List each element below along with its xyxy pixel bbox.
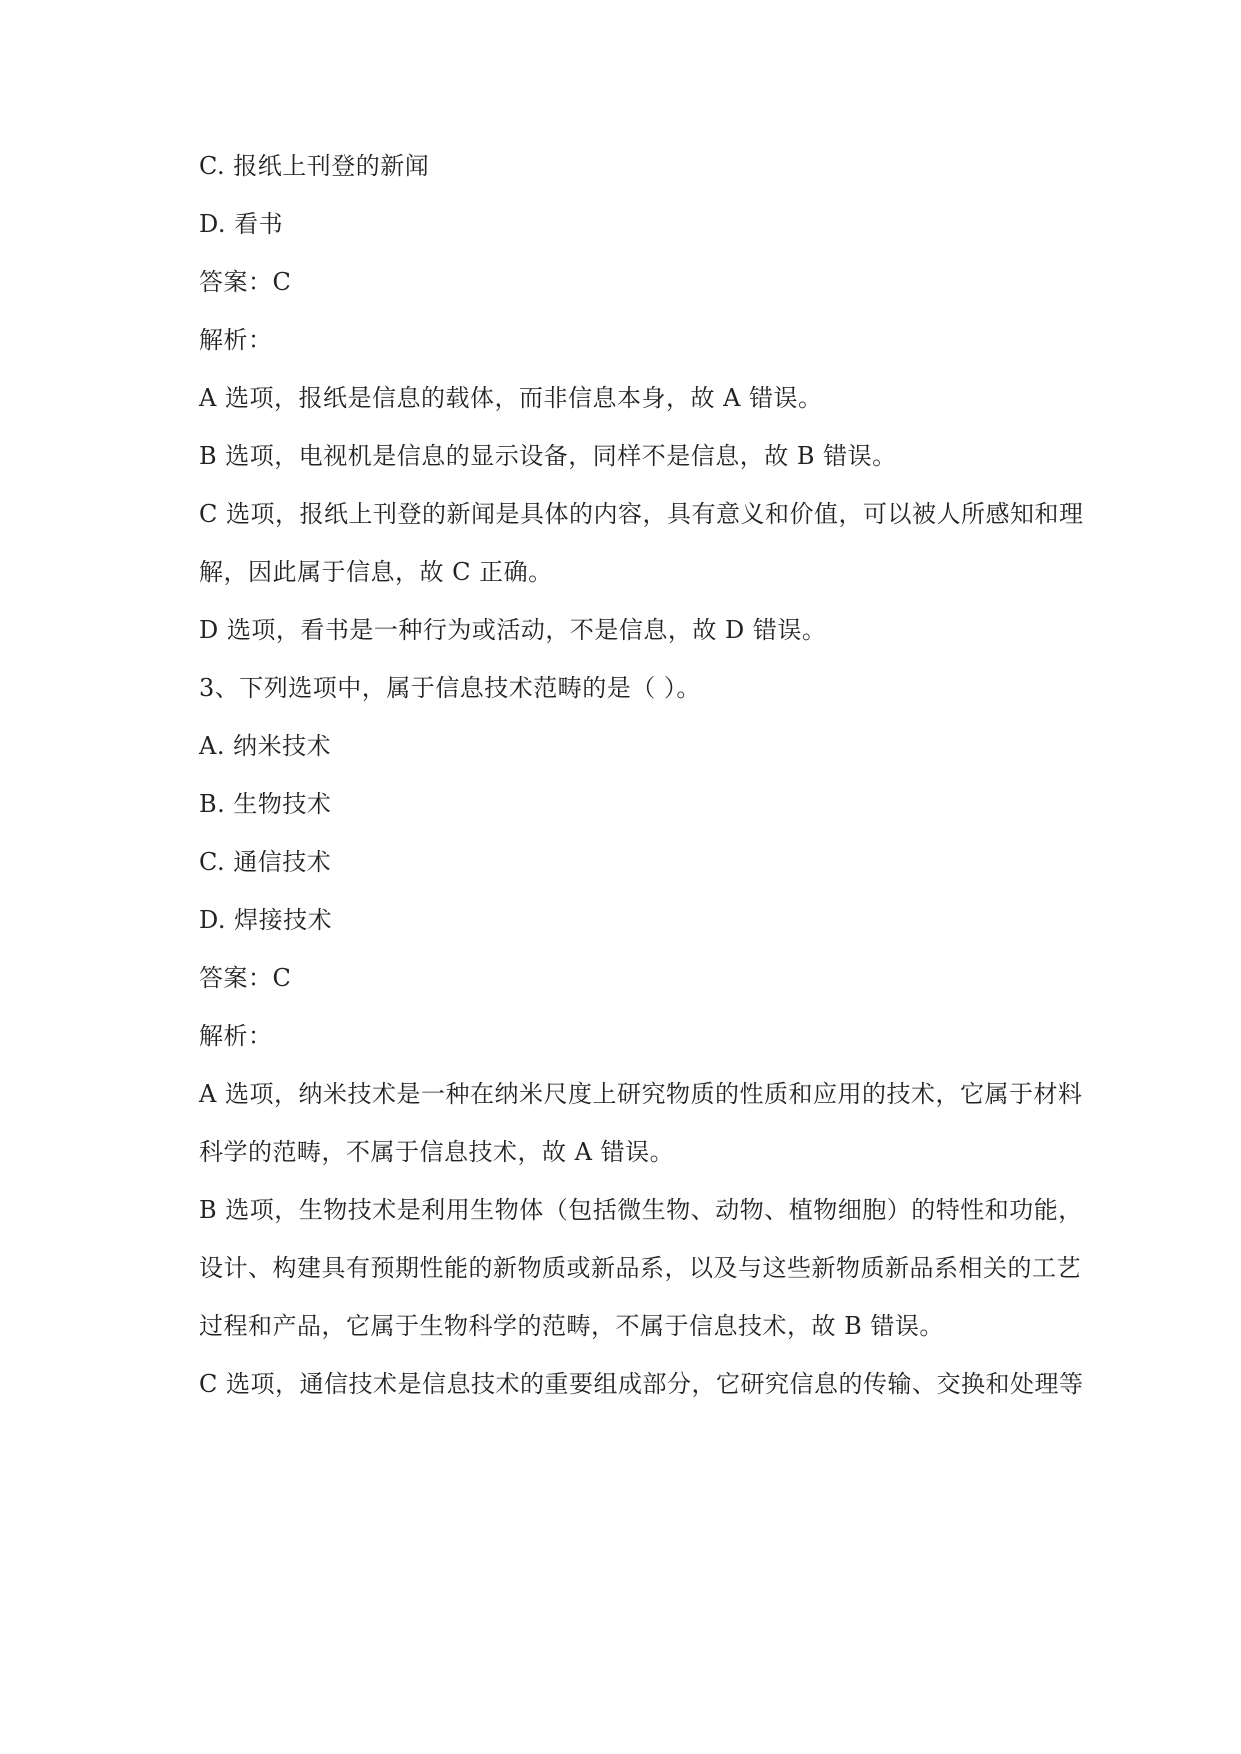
q3-analysis-line: 过程和产品，它属于生物科学的范畴，不属于信息技术，故 B 错误。: [199, 1312, 944, 1340]
q2-analysis-line: D 选项，看书是一种行为或活动，不是信息，故 D 错误。: [199, 616, 827, 644]
q2-option-d: D. 看书: [199, 210, 284, 238]
q2-analysis-line: A 选项，报纸是信息的载体，而非信息本身，故 A 错误。: [199, 384, 823, 412]
q3-question: 3、下列选项中，属于信息技术范畴的是（ ）。: [199, 674, 701, 702]
q3-analysis-line: A 选项，纳米技术是一种在纳米尺度上研究物质的性质和应用的技术，它属于材料: [199, 1080, 1083, 1108]
q2-option-c: C. 报纸上刊登的新闻: [199, 152, 430, 180]
q2-analysis-line: 解，因此属于信息，故 C 正确。: [199, 558, 553, 586]
q2-analysis-line: B 选项，电视机是信息的显示设备，同样不是信息，故 B 错误。: [199, 442, 897, 470]
q3-option-b: B. 生物技术: [199, 790, 332, 818]
q3-analysis-line: 设计、构建具有预期性能的新物质或新品系，以及与这些新物质新品系相关的工艺: [199, 1254, 1081, 1282]
q3-answer: 答案：C: [199, 964, 292, 992]
q3-analysis-label: 解析：: [199, 1022, 273, 1050]
q3-analysis-line: B 选项，生物技术是利用生物体（包括微生物、动物、植物细胞）的特性和功能，: [199, 1196, 1083, 1224]
q2-answer: 答案：C: [199, 268, 292, 296]
q2-analysis-line: C 选项，报纸上刊登的新闻是具体的内容，具有意义和价值，可以被人所感知和理: [199, 500, 1084, 528]
q3-option-d: D. 焊接技术: [199, 906, 333, 934]
q3-analysis-line: 科学的范畴，不属于信息技术，故 A 错误。: [199, 1138, 675, 1166]
q3-option-c: C. 通信技术: [199, 848, 332, 876]
q3-analysis-line: C 选项，通信技术是信息技术的重要组成部分，它研究信息的传输、交换和处理等: [199, 1370, 1084, 1398]
q3-option-a: A. 纳米技术: [199, 732, 332, 760]
q2-analysis-label: 解析：: [199, 326, 273, 354]
